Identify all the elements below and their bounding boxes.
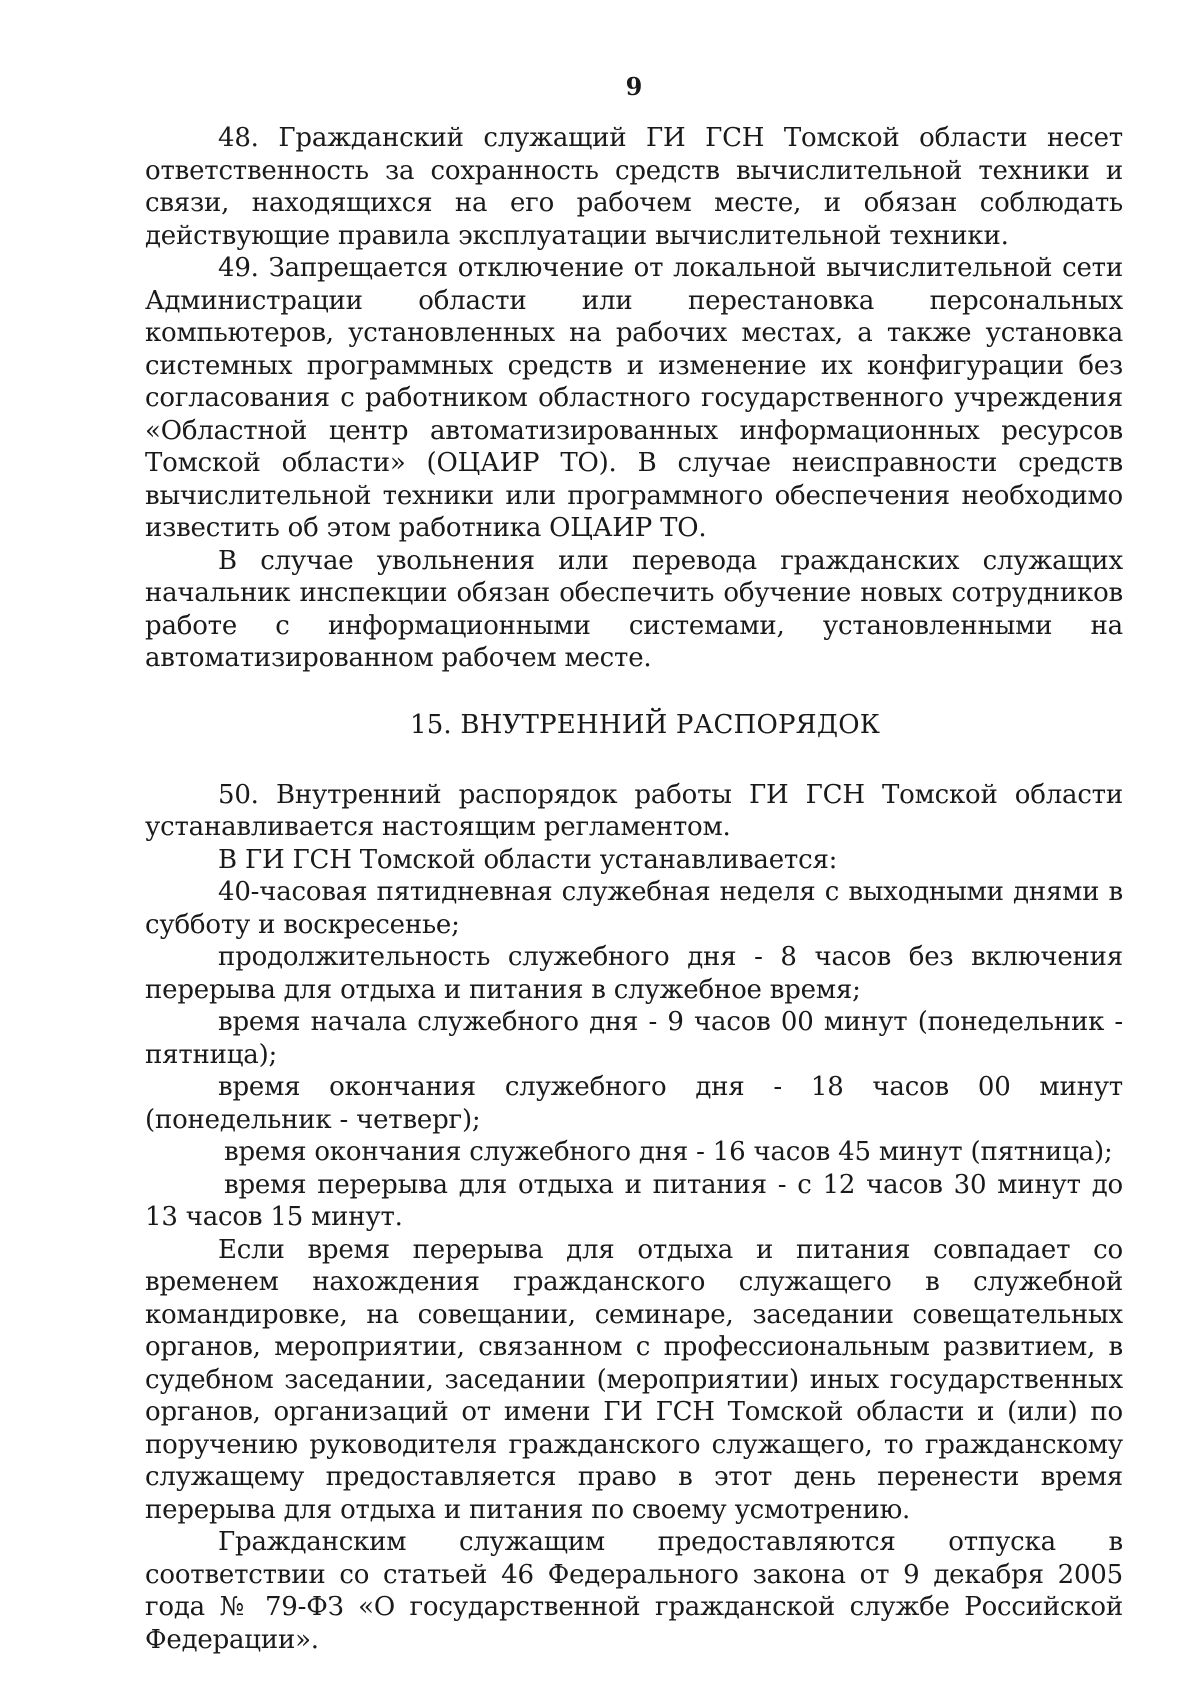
paragraph-49: 49. Запрещается отключение от локальной вычислительной сети Администрации области или перестановка персональных компьютеров, установленных на рабочих местах, а также установка системных программных средств и изменение их конфигурации без согласования с работником областного государственного учреждения «Областной центр автоматизированных информационных ресурсов Томской области» (ОЦАИР ТО). В случае неисправности средств вычислительной техники или программного обеспечения необходимо известить об этом работника ОЦАИР ТО. (145, 253, 1123, 543)
list-item-end-time-fri: время окончания служебного дня - 16 часов 45 минут (пятница); (224, 1137, 1113, 1167)
list-item-work-week: 40-часовая пятидневная служебная неделя с выходными днями в субботу и воскресенье; (145, 877, 1123, 940)
page-number: 9 (625, 72, 643, 101)
list-item-day-duration: продолжительность служебного дня - 8 часов без включения перерыва для отдыха и питания в служебное время; (145, 942, 1123, 1005)
list-item-end-time-mon-thu: время окончания служебного дня - 18 часов 00 минут (понедельник - четверг); (145, 1072, 1123, 1135)
paragraph-break-transfer: Если время перерыва для отдыха и питания совпадает со временем нахождения гражданского служащего в служебной командировке, на совещании, семинаре, заседании совещательных органов, мероприятии, связанном с профессиональным развитием, в судебном заседании, заседании (мероприятии) иных государственных органов, организаций от имени ГИ ГСН Томской области и (или) по поручению руководителя гражданского служащего, то гражданскому служащему предоставляется право в этот день перенести время перерыва для отдыха и питания по своему усмотрению. (145, 1234, 1123, 1525)
paragraph-vacations: Гражданским служащим предоставляются отпуска в соответствии со статьей 46 Федерального закона от 9 декабря 2005 года № 79-ФЗ «О государственной гражданской службе Российской Федерации». (145, 1527, 1123, 1655)
paragraph-established: В ГИ ГСН Томской области устанавливается: (218, 844, 838, 875)
paragraph-dismissal-training: В случае увольнения или перевода гражданских служащих начальник инспекции обязан обеспечить обучение новых сотрудников работе с информационными системами, установленными на автоматизированном рабочем месте. (145, 545, 1123, 673)
paragraph-48: 48. Гражданский служащий ГИ ГСН Томской области несет ответственность за сохранность средств вычислительной техники и связи, находящихся на его рабочем месте, и обязан соблюдать действующие правила эксплуатации вычислительной техники. (145, 123, 1123, 251)
document-page (145, 0, 1123, 1656)
paragraph-50: 50. Внутренний распорядок работы ГИ ГСН Томской области устанавливается настоящим регламентом. (145, 779, 1123, 842)
section-title: 15. ВНУТРЕННИЙ РАСПОРЯДОК (409, 709, 881, 740)
list-item-break-time: время перерыва для отдыха и питания - с 12 часов 30 минут до 13 часов 15 минут. (145, 1169, 1123, 1232)
list-item-start-time: время начала служебного дня - 9 часов 00 минут (понедельник - пятница); (145, 1007, 1123, 1070)
